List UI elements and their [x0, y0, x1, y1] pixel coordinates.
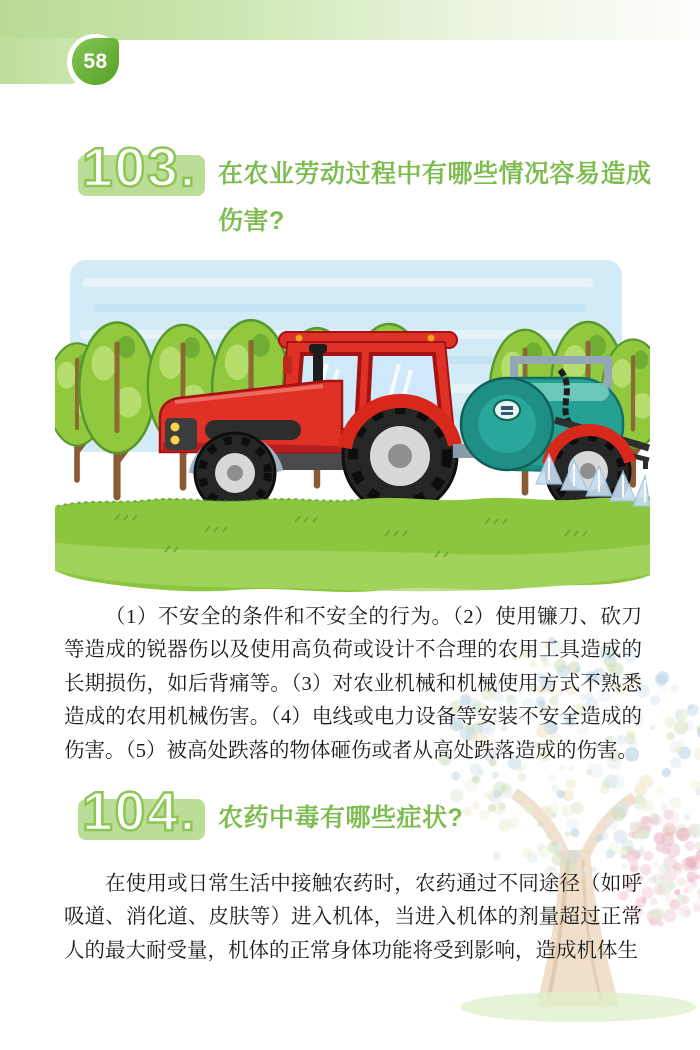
grass-field	[55, 496, 650, 592]
question-103-number-block	[78, 136, 205, 198]
answer-paragraph-103: （1）不安全的条件和不安全的行为。（2）使用镰刀、砍刀等造成的锐器伤以及使用高负荷或设计不合理的农用工具造成的长期损伤，如后背痛等。（3）对农业机械和机械使用方式不熟悉造成的农用机械伤害。（4）电线或电力设备等安装不安全造成的伤害。（5）被高处跌落的物体砸伤或者从高处跌落造成的伤害。	[64, 606, 642, 762]
tractor-mirror	[283, 356, 292, 374]
page-number-badge	[72, 38, 119, 85]
page-number: 58	[83, 49, 108, 73]
tractor-sprayer-illustration	[55, 252, 650, 602]
headlight	[171, 436, 180, 445]
header-bar	[0, 0, 700, 40]
question-104-title: 农药中毒有哪些症状?	[218, 804, 464, 832]
question-103-number: 103.	[82, 136, 198, 198]
question-104-heading	[78, 781, 463, 842]
tractor-grille	[165, 418, 197, 450]
answer-paragraph-104: 在使用或日常生活中接触农药时，农药通过不同途径（如呼吸道、消化道、皮肤等）进入机体，当进入机体的剂量超过正常人的最大耐受量，机体的正常身体功能将受到影响，造成机体生	[64, 873, 642, 962]
question-103-heading	[78, 137, 670, 245]
headlight	[171, 423, 180, 432]
question-104-number-block	[78, 780, 205, 842]
question-103-title: 在农业劳动过程中有哪些情况容易造成伤害?	[218, 160, 652, 235]
question-104-number: 104.	[82, 780, 198, 842]
deco-grass	[460, 992, 696, 1022]
